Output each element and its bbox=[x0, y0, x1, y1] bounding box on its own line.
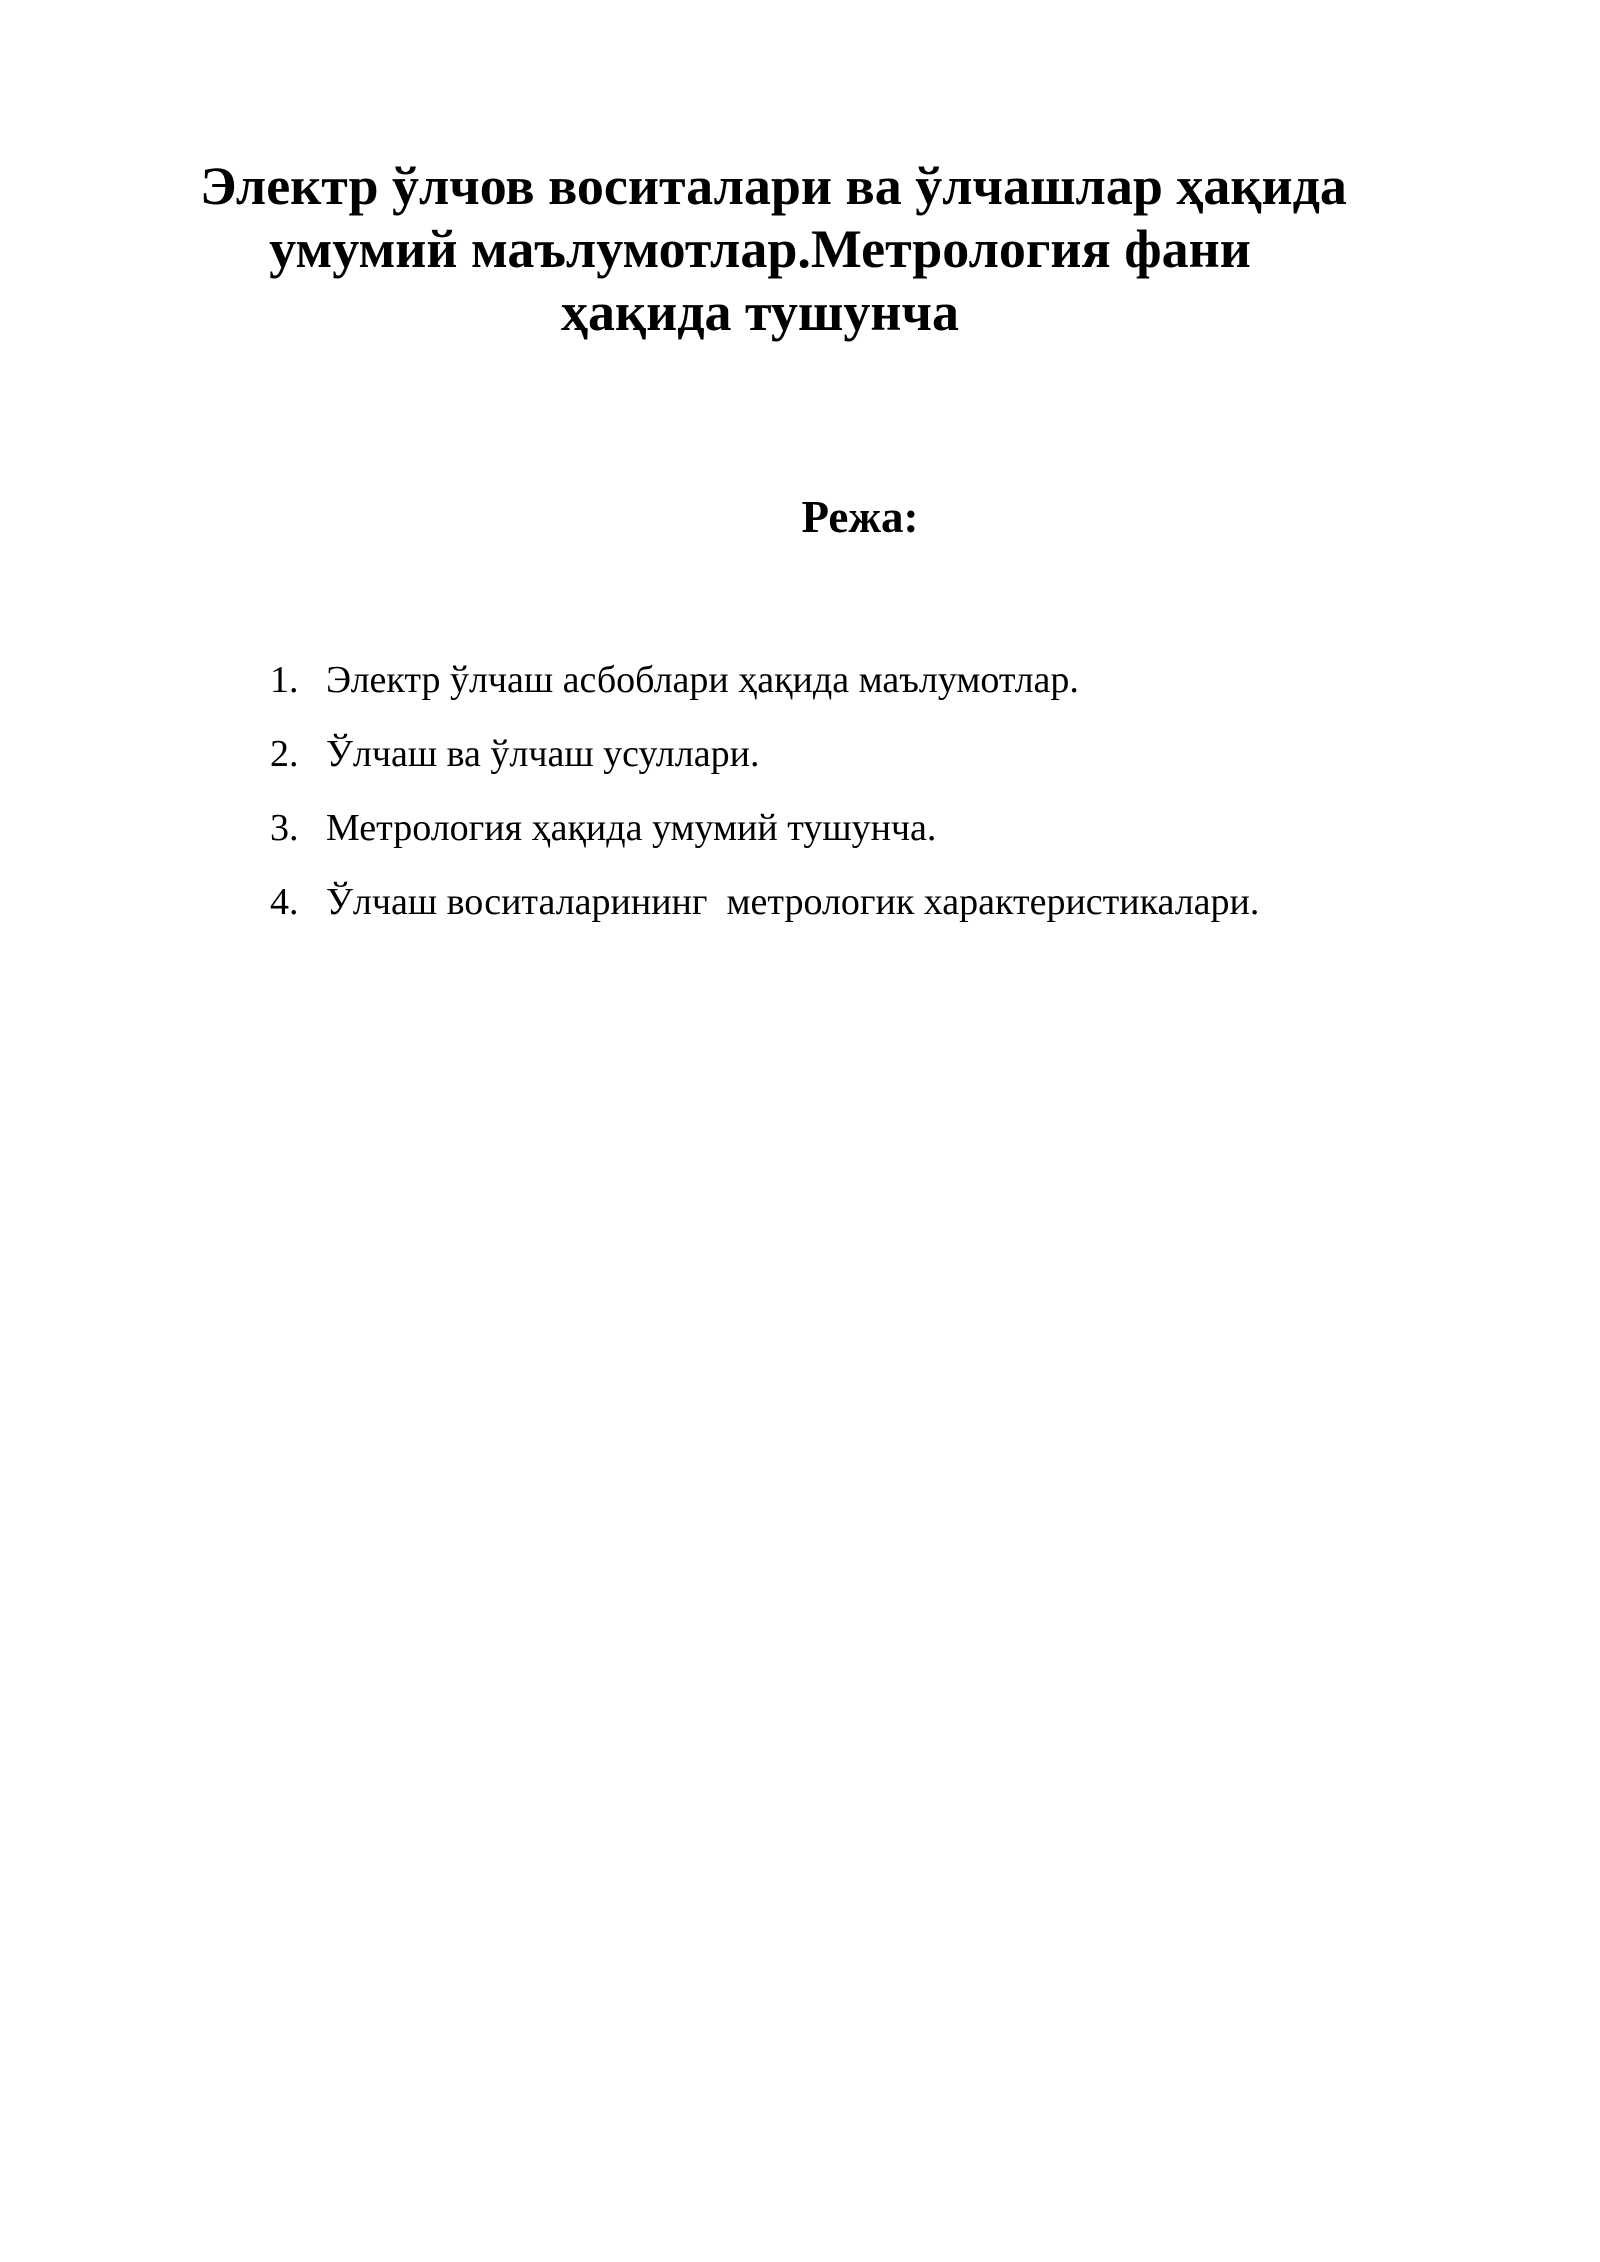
plan-list bbox=[270, 658, 1520, 954]
plan-item-number: 2. bbox=[270, 733, 299, 775]
plan-item-number: 4. bbox=[270, 881, 299, 923]
title-line-3: ҳақида тушунча bbox=[560, 282, 959, 342]
plan-item-1 bbox=[270, 658, 1520, 732]
title-line-2: умумий маълумотлар.Метрология фани bbox=[269, 219, 1251, 279]
plan-item-4 bbox=[270, 880, 1520, 954]
plan-item-text: Электр ўлчаш асбоблари ҳақида маълумотлар. bbox=[326, 659, 1079, 701]
plan-item-text: Ўлчаш воситаларининг метрологик характеристикалари. bbox=[326, 881, 1260, 923]
title-line-1: Электр ўлчов воситалари ва ўлчашлар ҳақида bbox=[200, 156, 1347, 216]
plan-item-2 bbox=[270, 732, 1520, 806]
document-title bbox=[200, 155, 1347, 344]
plan-item-text: Метрология ҳақида умумий тушунча. bbox=[326, 807, 937, 849]
plan-item-number: 3. bbox=[270, 807, 299, 849]
plan-heading: Режа: bbox=[801, 492, 919, 542]
plan-item-3 bbox=[270, 806, 1520, 880]
plan-item-number: 1. bbox=[270, 659, 299, 701]
plan-item-text: Ўлчаш ва ўлчаш усуллари. bbox=[326, 733, 760, 775]
